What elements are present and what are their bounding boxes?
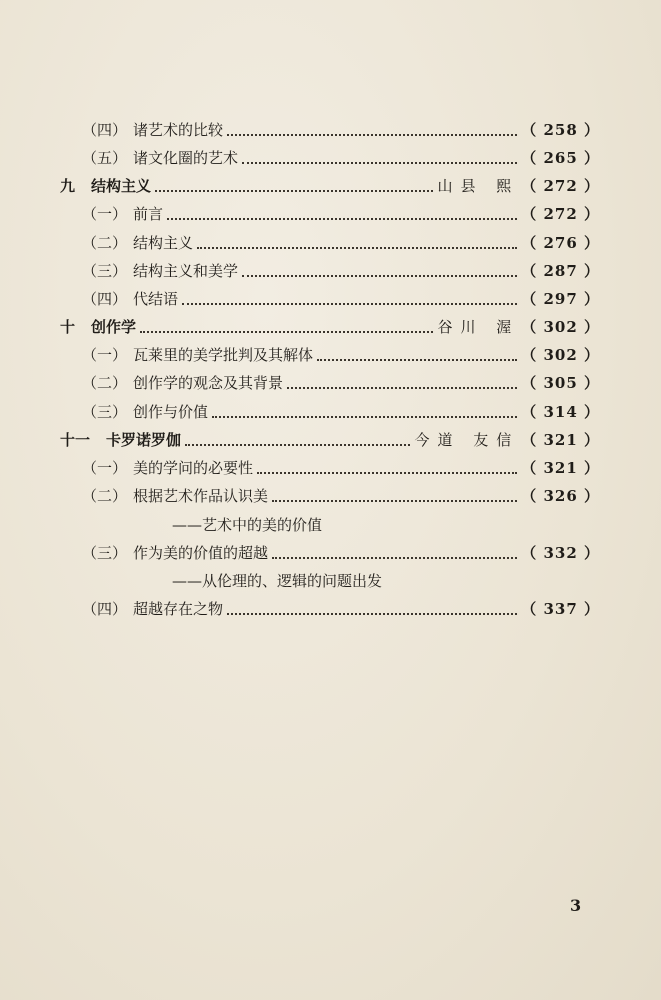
- dot-leader: [227, 611, 517, 615]
- toc-chapter[interactable]: [60, 428, 600, 452]
- entry-title: 瓦莱里的美学批判及其解体: [133, 346, 314, 364]
- entry-number: （四）: [82, 290, 128, 308]
- dot-leader: [242, 273, 517, 277]
- toc-entry[interactable]: [82, 484, 600, 508]
- entry-number: （三）: [82, 262, 128, 280]
- dot-leader: [272, 498, 517, 502]
- entry-number: （四）: [82, 121, 128, 139]
- entry-number: （三）: [82, 544, 128, 562]
- entry-page: （ 297 ）: [521, 290, 600, 308]
- entry-title: 创作与价值: [133, 403, 209, 421]
- toc-entry[interactable]: [82, 371, 600, 395]
- toc-entry[interactable]: [82, 231, 600, 255]
- entry-page: （ 321 ）: [521, 431, 600, 449]
- toc-entry[interactable]: [82, 202, 600, 226]
- dot-leader: [167, 216, 517, 220]
- dot-leader: [140, 329, 433, 333]
- toc-entry[interactable]: [82, 541, 600, 565]
- toc-chapter[interactable]: [60, 174, 600, 198]
- entry-subtitle: ——艺术中的美的价值: [172, 516, 323, 534]
- entry-page: （ 272 ）: [521, 205, 600, 223]
- chapter-number: 十: [60, 318, 76, 336]
- chapter-title: 结构主义: [91, 177, 152, 195]
- entry-title: 前言: [133, 205, 164, 223]
- dot-leader: [227, 132, 517, 136]
- toc-entry[interactable]: [82, 343, 600, 367]
- entry-title: 诸艺术的比较: [133, 121, 224, 139]
- dot-leader: [272, 555, 517, 559]
- chapter-author: 山县 熙: [437, 177, 520, 195]
- entry-page: （ 314 ）: [521, 403, 600, 421]
- dot-leader: [317, 357, 517, 361]
- toc-entry[interactable]: [82, 259, 600, 283]
- chapter-author: 今道 友信: [414, 431, 520, 449]
- chapter-title: 创作学: [91, 318, 137, 336]
- toc-entry[interactable]: [82, 400, 600, 424]
- entry-number: （四）: [82, 600, 128, 618]
- entry-page: （ 337 ）: [521, 600, 600, 618]
- entry-number: （二）: [82, 487, 128, 505]
- entry-page: （ 287 ）: [521, 262, 600, 280]
- entry-number: （二）: [82, 374, 128, 392]
- dot-leader: [182, 301, 517, 305]
- chapter-title: 卡罗诺罗伽: [106, 431, 182, 449]
- toc-entry[interactable]: [82, 287, 600, 311]
- entry-title: 结构主义和美学: [133, 262, 239, 280]
- dot-leader: [197, 245, 517, 249]
- toc-entry[interactable]: [82, 146, 600, 170]
- entry-title: 超越存在之物: [133, 600, 224, 618]
- chapter-author: 谷川 渥: [437, 318, 520, 336]
- dot-leader: [257, 470, 517, 474]
- entry-number: （二）: [82, 234, 128, 252]
- page-number: 3: [570, 896, 582, 915]
- toc-entry[interactable]: [82, 456, 600, 480]
- dot-leader: [242, 160, 517, 164]
- entry-page: （ 276 ）: [521, 234, 600, 252]
- entry-page: （ 302 ）: [521, 346, 600, 364]
- toc-entry[interactable]: [82, 597, 600, 621]
- toc-entry[interactable]: [82, 118, 600, 142]
- entry-title: 作为美的价值的超越: [133, 544, 269, 562]
- entry-page: （ 272 ）: [521, 177, 600, 195]
- entry-title: 创作学的观念及其背景: [133, 374, 284, 392]
- dot-leader: [185, 442, 410, 446]
- entry-page: （ 332 ）: [521, 544, 600, 562]
- chapter-number: 九: [60, 177, 76, 195]
- toc-chapter[interactable]: [60, 315, 600, 339]
- entry-number: （一）: [82, 346, 128, 364]
- entry-title: 根据艺术作品认识美: [133, 487, 269, 505]
- entry-title: 代结语: [133, 290, 179, 308]
- entry-number: （一）: [82, 205, 128, 223]
- entry-page: （ 321 ）: [521, 459, 600, 477]
- entry-title: 美的学问的必要性: [133, 459, 254, 477]
- dot-leader: [287, 385, 517, 389]
- entry-title: 诸文化圈的艺术: [133, 149, 239, 167]
- chapter-number: 十一: [60, 431, 91, 449]
- entry-subtitle: ——从伦理的、逻辑的问题出发: [172, 572, 383, 590]
- dot-leader: [155, 188, 433, 192]
- entry-page: （ 302 ）: [521, 318, 600, 336]
- entry-number: （五）: [82, 149, 128, 167]
- entry-page: （ 265 ）: [521, 149, 600, 167]
- entry-number: （一）: [82, 459, 128, 477]
- dot-leader: [212, 414, 517, 418]
- entry-page: （ 305 ）: [521, 374, 600, 392]
- entry-title: 结构主义: [133, 234, 194, 252]
- entry-number: （三）: [82, 403, 128, 421]
- entry-page: （ 326 ）: [521, 487, 600, 505]
- entry-page: （ 258 ）: [521, 121, 600, 139]
